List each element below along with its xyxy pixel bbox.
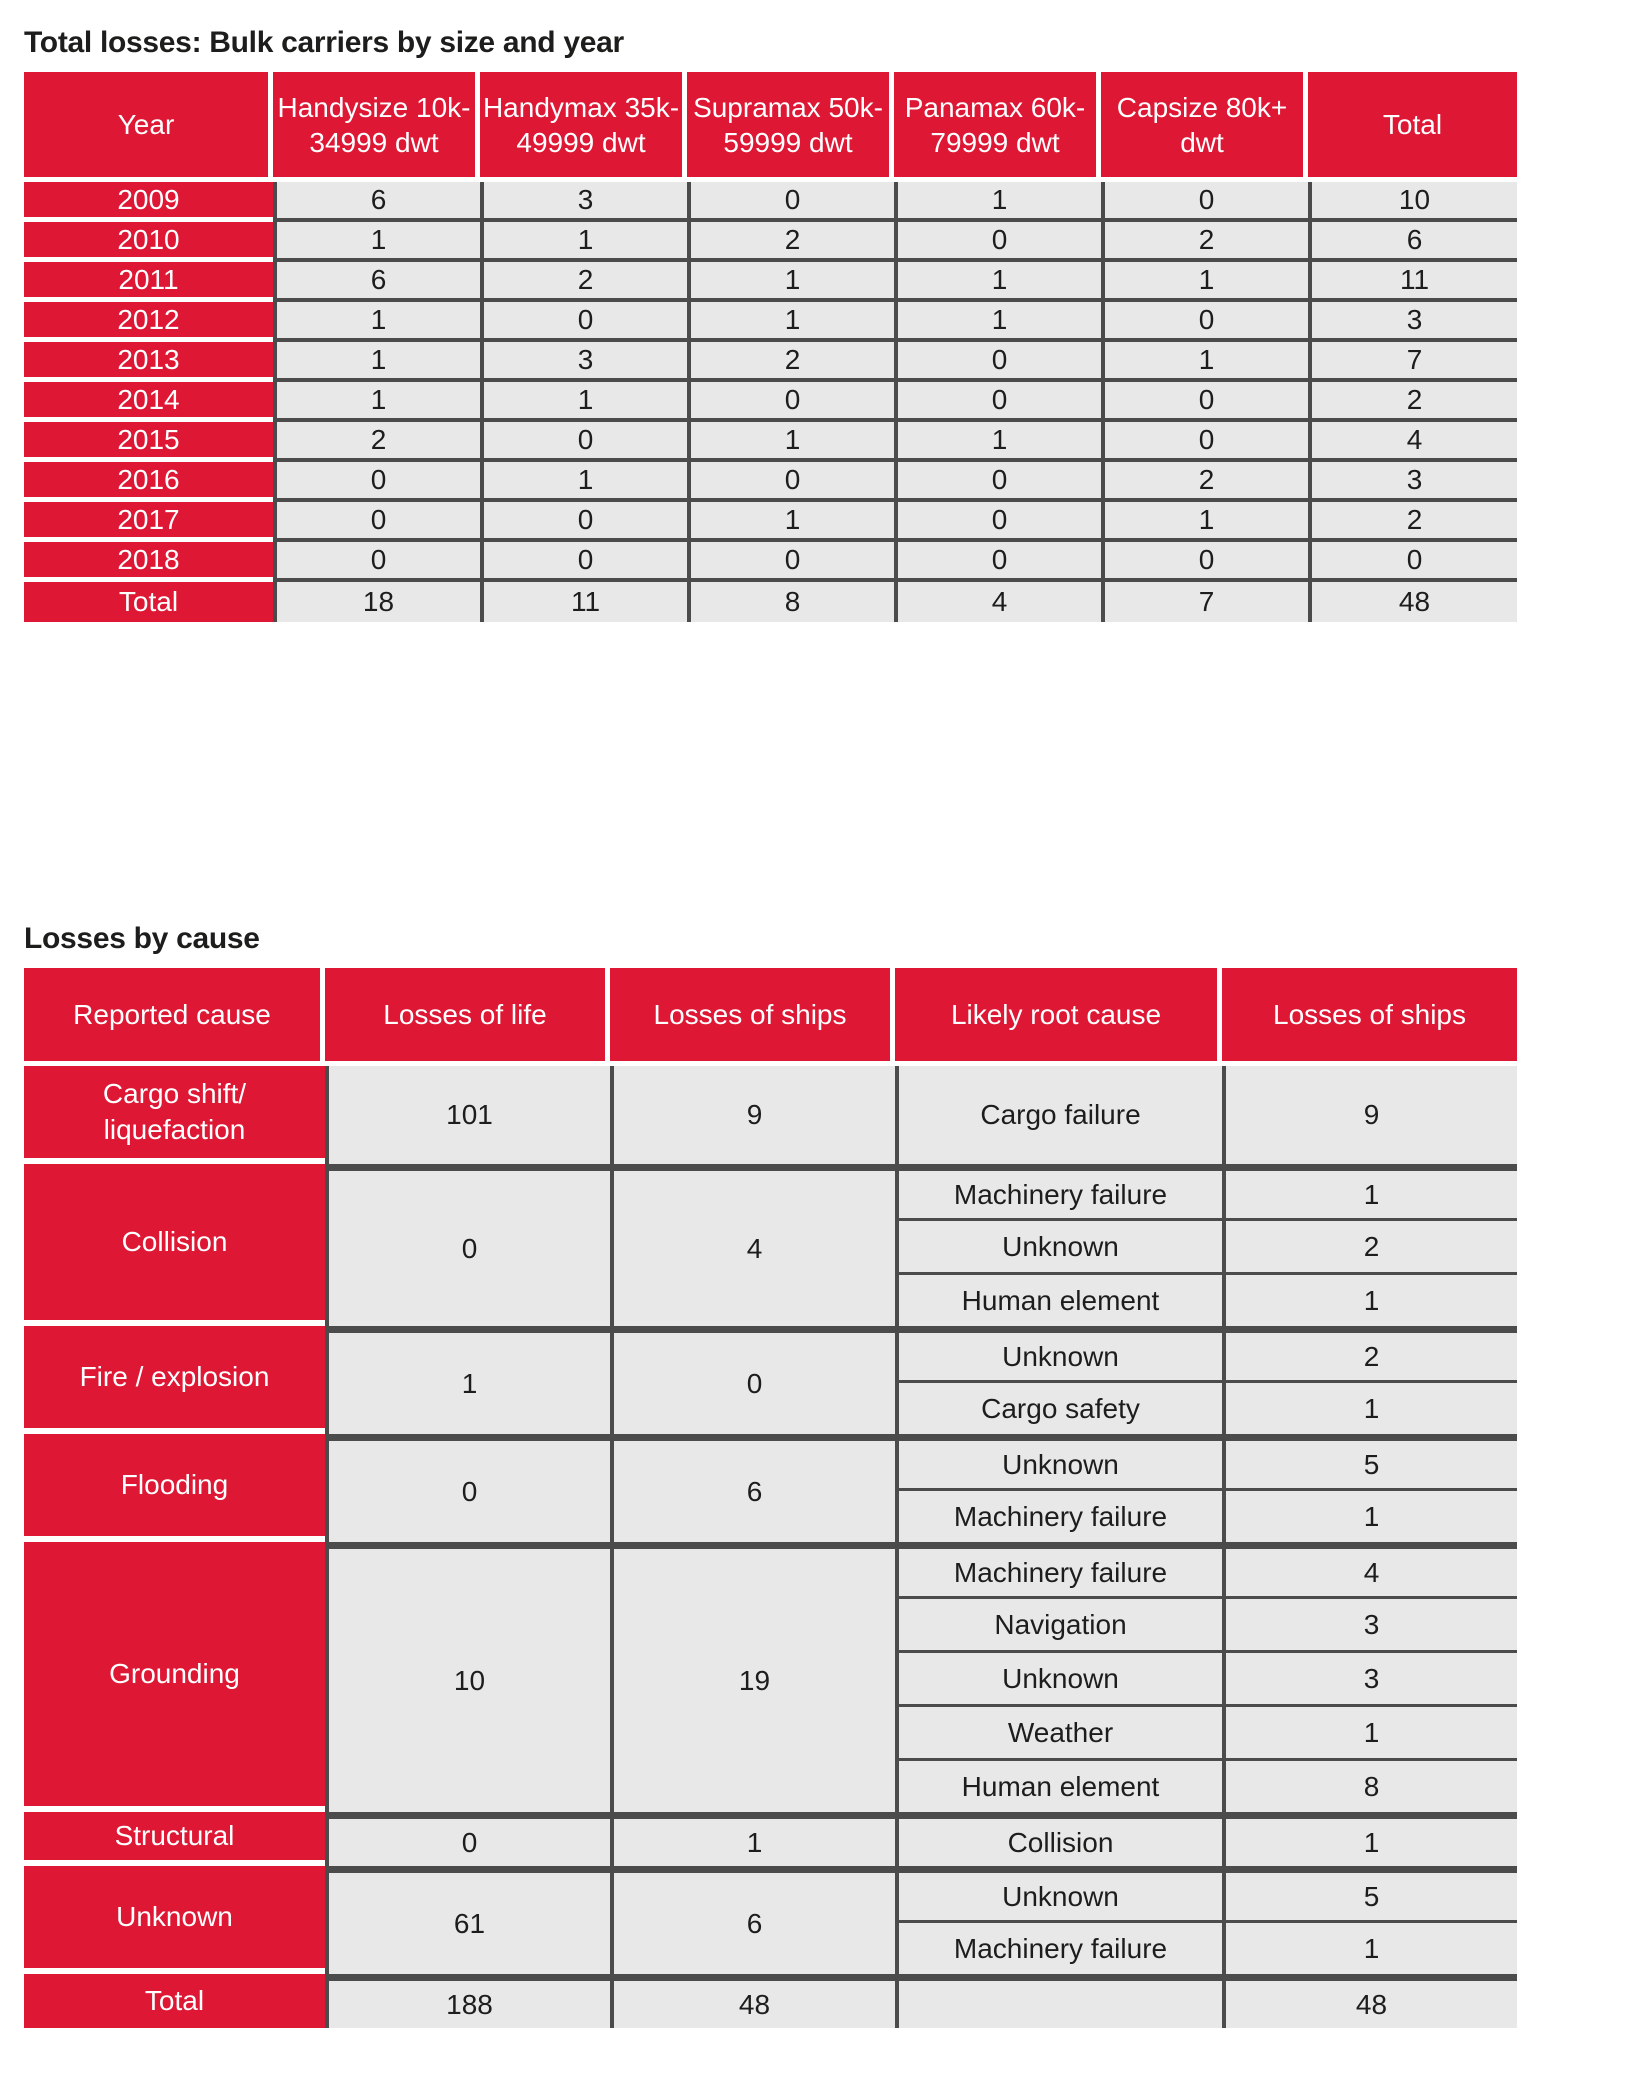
root-cause-cell: Human element xyxy=(895,1272,1222,1326)
header-row xyxy=(24,72,1517,182)
table-cell: 0 xyxy=(480,542,687,582)
table-cell: 1 xyxy=(687,422,894,462)
total-root-losses-cell: 48 xyxy=(1222,1974,1517,2028)
total-row xyxy=(24,582,1517,622)
root-losses-cell: 1 xyxy=(1222,1272,1517,1326)
table-cell: 0 xyxy=(480,502,687,542)
root-cause-cell: Unknown xyxy=(895,1650,1222,1704)
losses-by-cause-table xyxy=(24,968,1517,2028)
table-cell: 1 xyxy=(894,262,1101,302)
row-label-2012: 2012 xyxy=(24,302,273,342)
table2-title: Losses by cause xyxy=(24,922,260,955)
table-cell: 11 xyxy=(1308,262,1517,302)
row-label-2015: 2015 xyxy=(24,422,273,462)
table-cell: 3 xyxy=(480,182,687,222)
table-cell: 0 xyxy=(1101,382,1308,422)
root-cause-cell: Cargo failure xyxy=(895,1066,1222,1164)
losses-of-life-cell: 10 xyxy=(325,1542,610,1812)
column-header-handymax-35k-49999-dwt: Handymax 35k-49999 dwt xyxy=(480,72,687,182)
table-cell: 1 xyxy=(480,222,687,262)
table-cell: 0 xyxy=(687,182,894,222)
table-cell: 2 xyxy=(687,342,894,382)
table-cell: 0 xyxy=(687,462,894,502)
year-row xyxy=(24,502,1517,542)
table-cell: 0 xyxy=(273,502,480,542)
row-label-2014: 2014 xyxy=(24,382,273,422)
root-cause-cell: Unknown xyxy=(895,1866,1222,1920)
table-cell: 7 xyxy=(1101,582,1308,622)
row-label-total: Total xyxy=(24,582,273,622)
total-losses-of-life-cell: 188 xyxy=(325,1974,610,2028)
table-cell: 0 xyxy=(894,462,1101,502)
table-cell: 0 xyxy=(1308,542,1517,582)
root-cause-cell: Unknown xyxy=(895,1218,1222,1272)
losses-of-ships-cell: 1 xyxy=(610,1812,895,1866)
bulk-table-header xyxy=(24,72,1517,182)
table-cell: 2 xyxy=(1308,382,1517,422)
table-cell: 7 xyxy=(1308,342,1517,382)
root-cause-cell: Navigation xyxy=(895,1596,1222,1650)
losses-of-ships-cell: 9 xyxy=(610,1066,895,1164)
cause-cell-unknown: Unknown xyxy=(24,1866,325,1974)
table-cell: 1 xyxy=(273,342,480,382)
losses-of-life-cell: 0 xyxy=(325,1164,610,1326)
column-header-total: Total xyxy=(1308,72,1517,182)
root-cause-cell: Machinery failure xyxy=(895,1488,1222,1542)
root-losses-cell: 1 xyxy=(1222,1380,1517,1434)
row-label-2010: 2010 xyxy=(24,222,273,262)
root-cause-cell: Unknown xyxy=(895,1434,1222,1488)
year-row xyxy=(24,222,1517,262)
table-cell: 0 xyxy=(687,382,894,422)
table-cell: 4 xyxy=(1308,422,1517,462)
table-cell: 3 xyxy=(480,342,687,382)
table-cell: 1 xyxy=(894,422,1101,462)
column-header-losses-of-ships-4: Losses of ships xyxy=(1222,968,1517,1066)
cause-row xyxy=(24,1066,1517,1164)
table-cell: 1 xyxy=(687,302,894,342)
cause-cell-collision: Collision xyxy=(24,1164,325,1326)
cause-row xyxy=(24,1542,1517,1596)
root-cause-cell: Machinery failure xyxy=(895,1164,1222,1218)
table-cell: 0 xyxy=(273,462,480,502)
table-cell: 0 xyxy=(480,302,687,342)
losses-of-life-cell: 101 xyxy=(325,1066,610,1164)
column-header-panamax-60k-79999-dwt: Panamax 60k-79999 dwt xyxy=(894,72,1101,182)
cause-row xyxy=(24,1812,1517,1866)
root-losses-cell: 3 xyxy=(1222,1596,1517,1650)
losses-of-ships-cell: 6 xyxy=(610,1866,895,1974)
table-cell: 1 xyxy=(1101,502,1308,542)
year-row xyxy=(24,462,1517,502)
column-header-year: Year xyxy=(24,72,273,182)
table-cell: 18 xyxy=(273,582,480,622)
table-cell: 0 xyxy=(687,542,894,582)
year-row xyxy=(24,542,1517,582)
table-cell: 1 xyxy=(1101,262,1308,302)
bulk-carriers-losses-table xyxy=(24,72,1517,622)
column-header-losses-of-ships-2: Losses of ships xyxy=(610,968,895,1066)
root-losses-cell: 1 xyxy=(1222,1488,1517,1542)
cause-row xyxy=(24,1164,1517,1218)
total-losses-of-ships-cell: 48 xyxy=(610,1974,895,2028)
year-row xyxy=(24,422,1517,462)
root-cause-cell: Human element xyxy=(895,1758,1222,1812)
losses-of-life-cell: 0 xyxy=(325,1812,610,1866)
year-row xyxy=(24,182,1517,222)
column-header-reported-cause-0: Reported cause xyxy=(24,968,325,1066)
root-losses-cell: 5 xyxy=(1222,1434,1517,1488)
root-losses-cell: 9 xyxy=(1222,1066,1517,1164)
cause-table-body xyxy=(24,1066,1517,2028)
table-cell: 1 xyxy=(894,302,1101,342)
table-cell: 10 xyxy=(1308,182,1517,222)
table-cell: 0 xyxy=(894,502,1101,542)
row-label-2016: 2016 xyxy=(24,462,273,502)
column-header-losses-of-life-1: Losses of life xyxy=(325,968,610,1066)
root-losses-cell: 8 xyxy=(1222,1758,1517,1812)
table-cell: 4 xyxy=(894,582,1101,622)
table-cell: 6 xyxy=(273,262,480,302)
total-row xyxy=(24,1974,1517,2028)
root-losses-cell: 3 xyxy=(1222,1650,1517,1704)
table-cell: 0 xyxy=(1101,302,1308,342)
row-label-2009: 2009 xyxy=(24,182,273,222)
year-row xyxy=(24,342,1517,382)
losses-of-ships-cell: 4 xyxy=(610,1164,895,1326)
cause-cell-cargo-shift-liquefaction: Cargo shift/ liquefaction xyxy=(24,1066,325,1164)
table-cell: 8 xyxy=(687,582,894,622)
table-cell: 0 xyxy=(1101,422,1308,462)
table-cell: 1 xyxy=(894,182,1101,222)
table-cell: 0 xyxy=(1101,542,1308,582)
row-label-2017: 2017 xyxy=(24,502,273,542)
root-losses-cell: 4 xyxy=(1222,1542,1517,1596)
table-cell: 0 xyxy=(273,542,480,582)
header-row xyxy=(24,968,1517,1066)
table-cell: 6 xyxy=(273,182,480,222)
cause-row xyxy=(24,1326,1517,1380)
table1-title: Total losses: Bulk carriers by size and year xyxy=(24,26,624,59)
table-cell: 1 xyxy=(480,382,687,422)
root-cause-cell: Collision xyxy=(895,1812,1222,1866)
root-cause-cell: Unknown xyxy=(895,1326,1222,1380)
cause-table-header xyxy=(24,968,1517,1066)
table-cell: 2 xyxy=(273,422,480,462)
table-cell: 6 xyxy=(1308,222,1517,262)
row-label-2018: 2018 xyxy=(24,542,273,582)
column-header-handysize-10k-34999-dwt: Handysize 10k-34999 dwt xyxy=(273,72,480,182)
table-cell: 3 xyxy=(1308,462,1517,502)
table-cell: 2 xyxy=(1101,222,1308,262)
table-cell: 1 xyxy=(273,302,480,342)
table-cell: 2 xyxy=(1308,502,1517,542)
table-cell: 1 xyxy=(273,222,480,262)
table-cell: 1 xyxy=(687,502,894,542)
root-losses-cell: 1 xyxy=(1222,1920,1517,1974)
root-losses-cell: 1 xyxy=(1222,1812,1517,1866)
cause-cell-structural: Structural xyxy=(24,1812,325,1866)
losses-of-life-cell: 61 xyxy=(325,1866,610,1974)
root-cause-cell: Weather xyxy=(895,1704,1222,1758)
losses-of-life-cell: 0 xyxy=(325,1434,610,1542)
table-cell: 1 xyxy=(1101,342,1308,382)
root-losses-cell: 5 xyxy=(1222,1866,1517,1920)
row-label-2011: 2011 xyxy=(24,262,273,302)
losses-of-life-cell: 1 xyxy=(325,1326,610,1434)
year-row xyxy=(24,382,1517,422)
root-cause-cell: Cargo safety xyxy=(895,1380,1222,1434)
table-cell: 1 xyxy=(687,262,894,302)
cause-cell-fire-explosion: Fire / explosion xyxy=(24,1326,325,1434)
table-cell: 2 xyxy=(687,222,894,262)
cause-cell-flooding: Flooding xyxy=(24,1434,325,1542)
year-row xyxy=(24,302,1517,342)
losses-of-ships-cell: 0 xyxy=(610,1326,895,1434)
bulk-table-body xyxy=(24,182,1517,622)
root-cause-cell: Machinery failure xyxy=(895,1920,1222,1974)
year-row xyxy=(24,262,1517,302)
table-cell: 11 xyxy=(480,582,687,622)
column-header-supramax-50k-59999-dwt: Supramax 50k-59999 dwt xyxy=(687,72,894,182)
table-cell: 0 xyxy=(894,382,1101,422)
column-header-capsize-80k-dwt: Capsize 80k+ dwt xyxy=(1101,72,1308,182)
table-cell: 2 xyxy=(1101,462,1308,502)
cause-cell-grounding: Grounding xyxy=(24,1542,325,1812)
total-label-cell: Total xyxy=(24,1974,325,2028)
row-label-2013: 2013 xyxy=(24,342,273,382)
column-header-likely-root-cause-3: Likely root cause xyxy=(895,968,1222,1066)
table-cell: 0 xyxy=(894,542,1101,582)
table-cell: 0 xyxy=(480,422,687,462)
table-cell: 48 xyxy=(1308,582,1517,622)
root-losses-cell: 1 xyxy=(1222,1164,1517,1218)
root-losses-cell: 2 xyxy=(1222,1326,1517,1380)
table-cell: 1 xyxy=(480,462,687,502)
cause-row xyxy=(24,1434,1517,1488)
losses-of-ships-cell: 19 xyxy=(610,1542,895,1812)
table-cell: 0 xyxy=(894,342,1101,382)
table-cell: 0 xyxy=(1101,182,1308,222)
root-losses-cell: 2 xyxy=(1222,1218,1517,1272)
root-losses-cell: 1 xyxy=(1222,1704,1517,1758)
total-root-cause-cell xyxy=(895,1974,1222,2028)
table-cell: 0 xyxy=(894,222,1101,262)
table-cell: 1 xyxy=(273,382,480,422)
table-cell: 3 xyxy=(1308,302,1517,342)
cause-row xyxy=(24,1866,1517,1920)
root-cause-cell: Machinery failure xyxy=(895,1542,1222,1596)
table-cell: 2 xyxy=(480,262,687,302)
losses-of-ships-cell: 6 xyxy=(610,1434,895,1542)
